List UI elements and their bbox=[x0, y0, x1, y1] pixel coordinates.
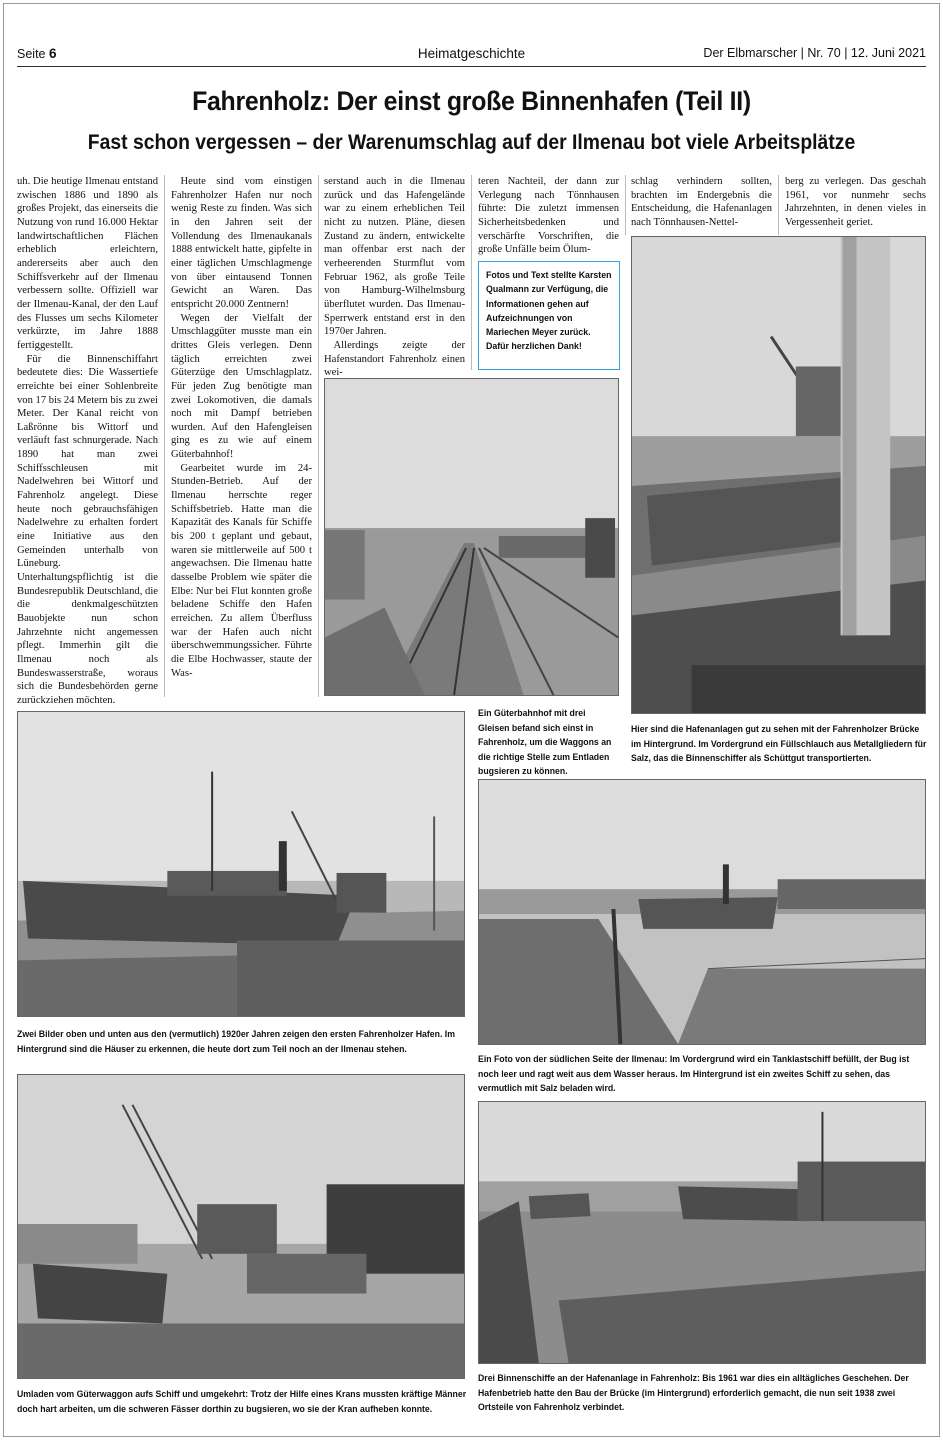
text-column-2 bbox=[171, 175, 312, 700]
paragraph: serstand auch in die Ilmenau zurück und das Hafengelände war zu einem erheblichen Teil nicht zu nutzen. Pläne, diesen Zustand zu ändern, entwickelte man offenbar erst nach der verheerenden Sturmflut vom Februar 1962, als große Teile von Hamburg-Wilhelmsburg überflutet wurden. Das Ilmenau-Sperrwerk entstand erst in den 1970er Jahren. bbox=[324, 176, 465, 338]
article-subheadline: Fast schon vergessen – der Warenumschlag auf der Ilmenau bot viele Arbeitsplätze bbox=[87, 130, 856, 154]
text-column-4 bbox=[478, 175, 619, 257]
photo-crane-hose bbox=[631, 236, 926, 714]
page-number: Seite 6 bbox=[17, 46, 57, 61]
paragraph: schlag verhindern sollten, brachten im Endergebnis die Entscheidung, die Hafenanlagen nach Tönnhausen-Nettel- bbox=[631, 176, 772, 228]
article-headline: Fahrenholz: Der einst große Binnenhafen (Teil II) bbox=[192, 86, 751, 116]
issue-info: Der Elbmarscher | Nr. 70 | 12. Juni 2021 bbox=[703, 46, 926, 60]
paragraph: Heute sind vom einstigen Fahrenholzer Hafen nur noch wenig Reste zu finden. Was sich in den Jahren seit der Vollendung des Ilmenaukanals 1888 entwickelt hatte, gipfelte in einer täglichen Umschlagmenge von über eintausend Tonnen Gewicht an Waren. Das entspricht 20.000 Zentnern! bbox=[171, 176, 312, 310]
paragraph: berg zu verlegen. Das geschah 1961, vor nunmehr sechs Jahrzehnten, in denen vieles in Vergessenheit geriet. bbox=[785, 176, 926, 228]
credit-box: Fotos und Text stellte Karsten Qualmann zur Verfügung, die Informationen gehen auf Aufzeichnungen von Mariechen Meyer zurück. Dafür herzlichen Dank! bbox=[478, 261, 620, 370]
paragraph: Allerdings zeigte der Hafenstandort Fahrenholz einen wei- bbox=[324, 339, 465, 379]
column-divider bbox=[164, 175, 165, 697]
column-divider bbox=[471, 175, 472, 370]
text-column-1 bbox=[17, 175, 158, 706]
text-column-5 bbox=[631, 175, 772, 235]
photo-three-ships bbox=[478, 1101, 926, 1364]
paragraph: Für die Binnenschiffahrt bedeutete dies: Die Wassertiefe erreichte bei einer Sohlenbreite von 17 bis 24 Metern bis zu zwei Meter. Der Kanal reicht von Laßrönne bis Wittorf und verläuft fast schnurgerade. Nach 1890 hat man zwei Schiffsschleusen mit Nadelwehren bei Wittorf und Fahrenholz angelegt. Diese heute noch gebrauchsfähigen Nadelwehre zu erhalten fordert eine Initiative aus den Gemeinden unterhalb von Lüneburg. Unterhaltungspflichtig ist die Bundesrepublik Deutschland, die die denkmalgeschützten Bauobjekte nun schon Jahrzehnte nicht angemessen pflegt. Immerhin gilt die Ilmenau noch als Bundeswasserstraße, woraus sich die Bundesbehörden gerne zurückziehen möchten. bbox=[17, 353, 158, 706]
text-column-3 bbox=[324, 175, 465, 379]
photo-old-harbor bbox=[17, 711, 465, 1017]
header-rule bbox=[17, 66, 926, 67]
photo-unloading bbox=[17, 1074, 465, 1379]
column-divider bbox=[625, 175, 626, 235]
caption-three-ships: Drei Binnenschiffe an der Hafenanlage in Fahrenholz: Bis 1961 war dies ein alltägliches Geschehen. Der Hafenbetrieb hatte den Bau der Brücke (im Hintergrund) erforderlich gemacht, die nun seit 1938 zwei Ortsteile von Fahrenholz verbindet. bbox=[478, 1372, 909, 1412]
column-divider bbox=[778, 175, 779, 235]
text-column-6 bbox=[785, 175, 926, 235]
paragraph: teren Nachteil, der dann zur Verlegung nach Tönnhausen führte: Die zuletzt immensen Sicherheitsbedenken und verschärfte Vorschriften, die große Unfälle beim Ölum- bbox=[478, 176, 619, 256]
caption-tanker: Ein Foto von der südlichen Seite der Ilmenau: Im Vordergrund wird ein Tanklastschiff befüllt, der Bug ist noch leer und ragt weit aus dem Wasser heraus. Im Hintergrund ist ein zweites Schiff zu sehen, das vermutlich mit Salz beladen wird. bbox=[478, 1053, 910, 1093]
column-divider bbox=[318, 175, 319, 697]
photo-railyard bbox=[324, 378, 619, 696]
caption-railyard: Ein Güterbahnhof mit drei Gleisen befand sich einst in Fahrenholz, um die Waggons an die richtige Stelle zum Entladen bugsieren zu können. bbox=[478, 707, 612, 776]
paragraph: Wegen der Vielfalt der Umschlaggüter musste man ein drittes Gleis verlegen. Denn täglich erreichten zwei Güterzüge den Umschlagplatz. Für jeden Zug benötigte man zwei Lokomotiven, die damals noch mit Dampf betrieben wurden. Auf den Hafengleisen ging es zu wie auf einem Güterbahnhof! bbox=[171, 312, 312, 461]
caption-unloading: Umladen vom Güterwaggon aufs Schiff und umgekehrt: Trotz der Hilfe eines Krans mussten kräftige Männer doch hart arbeiten, um die schweren Fässer dorthin zu bugsieren, wo sie der Kran aufheben konnte. bbox=[17, 1388, 467, 1414]
paragraph: Gearbeitet wurde im 24-Stunden-Betrieb. Auf der Ilmenau herrschte reger Schiffsbetrieb. Hatte man die Kapazität des Kanals für Schiffe bis 200 t geplant und gebaut, waren sie mittlerweile auf 500 t angewachsen. Die Ilmenau hatte dasselbe Problem wie später die Elbe: Nur bei Flut konnten große beladene Schiffe den Hafen erreichen. Zu allem Überfluss war der Hafen auch nicht überschwemmungssicher. Führte die Elbe Hochwasser, staute der Was- bbox=[171, 462, 312, 679]
caption-crane-hose: Hier sind die Hafenanlagen gut zu sehen mit der Fahrenholzer Brücke im Hintergrund. Im Vordergrund ein Füllschlauch aus Metallgliedern für Salz, das die Binnenschiffer als Schüttgut transportierten. bbox=[631, 723, 927, 763]
photo-tanker bbox=[478, 779, 926, 1045]
paragraph: uh. Die heutige Ilmenau entstand zwischen 1886 und 1890 als großes Projekt, das einerseits die Nutzung von rund 16.000 Hektar landwirtschaftlichen Flächen erheblich erleichtern, andererseits aber auch den Schiffsverkehr auf der Ilmenau verbessern sollte. Offiziell war der Ilmenau-Kanal, der den Lauf des Flusses um sechs Kilometer verkürzte, im Jahre 1888 fertiggestellt. bbox=[17, 176, 158, 351]
caption-old-harbor: Zwei Bilder oben und unten aus den (vermutlich) 1920er Jahren zeigen den ersten Fahrenholzer Hafen. Im Hintergrund sind die Häuser zu erkennen, die heute dort zum Teil noch an der Ilmenau stehen. bbox=[17, 1028, 455, 1054]
section-title: Heimatgeschichte bbox=[417, 46, 526, 61]
